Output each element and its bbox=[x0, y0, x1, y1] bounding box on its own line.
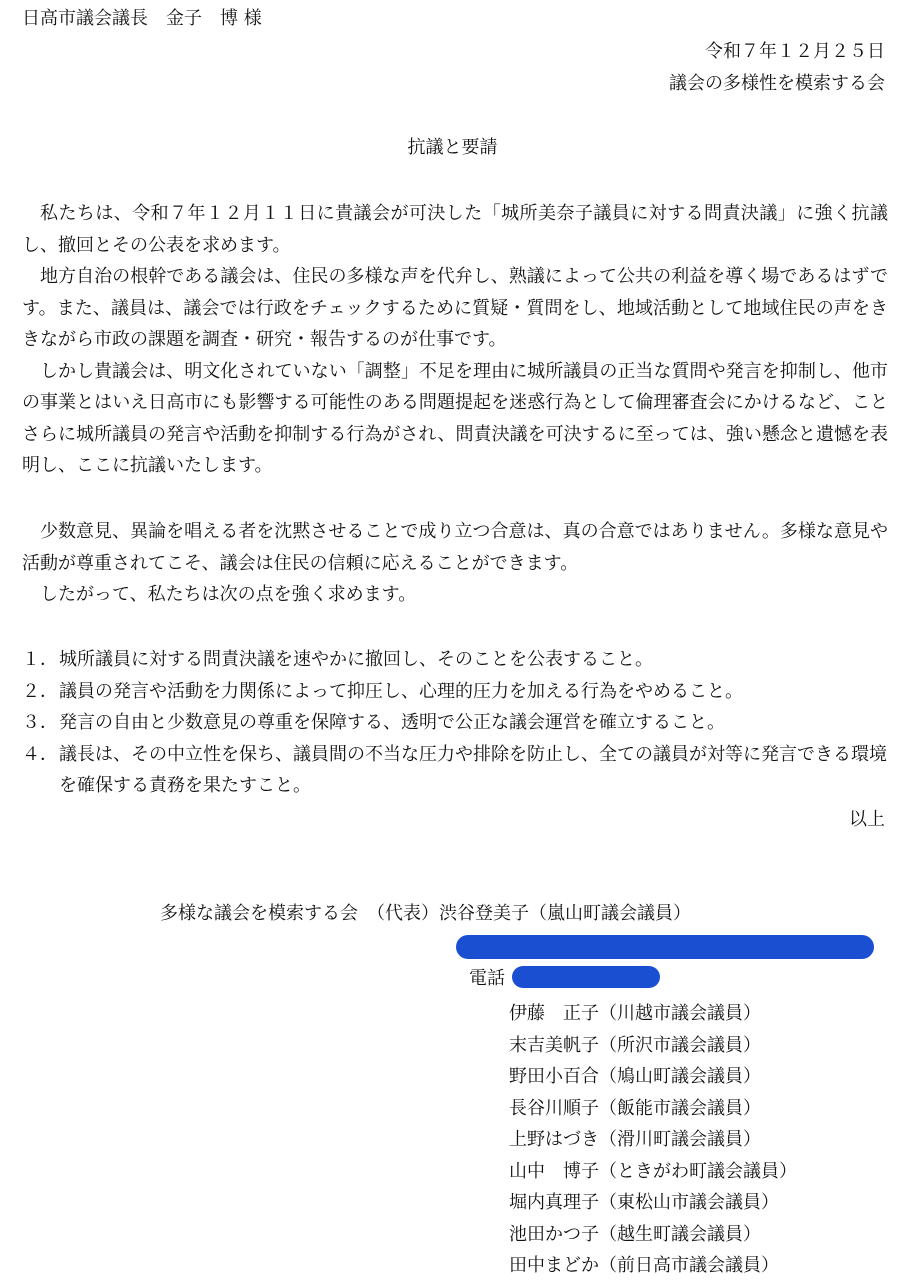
signatory: 山中 博子（ときがわ町議会議員） bbox=[509, 1160, 797, 1182]
signatory: 野田小百合（鳩山町議会議員） bbox=[509, 1066, 761, 1087]
phone-label: 電話 bbox=[469, 968, 505, 989]
list-text: 城所議員に対する問責決議を速やかに撤回し、そのことを公表すること。 bbox=[59, 649, 653, 670]
list-item bbox=[22, 644, 888, 676]
signatory: 堀内真理子（東松山市議会議員） bbox=[509, 1192, 779, 1213]
letter-date: 令和７年１２月２５日 bbox=[705, 41, 885, 62]
list-number: ４． bbox=[22, 743, 58, 765]
signatory: 上野はづき（滑川町議会議員） bbox=[509, 1129, 761, 1150]
body-paragraph: 私たちは、令和７年１２月１１日に貴議会が可決した「城所美奈子議員に対する問責決議」に強く抗議し、撤回とその公表を求めます。 bbox=[22, 203, 888, 256]
signatory: 池田かつ子（越生町議会議員） bbox=[509, 1223, 761, 1245]
redacted-address bbox=[456, 935, 874, 959]
list-text: 議長は、その中立性を保ち、議員間の不当な圧力や排除を防止し、全ての議員が対等に発言できる環境を確保する責務を果たすこと。 bbox=[59, 743, 887, 796]
list-number: １． bbox=[22, 649, 58, 670]
demands-list bbox=[22, 644, 888, 802]
body-paragraph: 少数意見、異論を唱える者を沈黙させることで成り立つ合意は、真の合意ではありません。多様な意見や活動が尊重されてこそ、議会は住民の信頼に応えることができます。 bbox=[22, 521, 888, 574]
list-item bbox=[22, 676, 888, 708]
sender-organization: 議会の多様性を模索する会 bbox=[669, 73, 885, 94]
body-paragraph: しかし貴議会は、明文化されていない「調整」不足を理由に城所議員の正当な質問や発言を抑制し、他市の事業とはいえ日高市にも影響する可能性のある問題提起を迷惑行為として倫理審査会にかけるなど、ことさらに城所議員の発言や活動を抑制する行為がされ、問責決議を可決するに至っては、強い懸念と遺憾を表明し、ここに抗議いたします。 bbox=[22, 360, 888, 476]
signatory: 伊藤 正子（川越市議会議員） bbox=[509, 1003, 761, 1024]
redacted-phone bbox=[512, 966, 660, 988]
list-item bbox=[22, 707, 888, 739]
body-paragraph: したがって、私たちは次の点を強く求めます。 bbox=[40, 584, 417, 605]
closing-mark: 以上 bbox=[849, 809, 885, 830]
body-section-2 bbox=[22, 516, 888, 611]
list-number: ３． bbox=[22, 712, 58, 733]
body-section-1 bbox=[22, 198, 888, 482]
list-number: ２． bbox=[22, 680, 58, 702]
addressee: 日高市議会議長 金子 博 様 bbox=[22, 8, 262, 29]
document-title: 抗議と要請 bbox=[407, 137, 498, 158]
list-text: 発言の自由と少数意見の尊重を保障する、透明で公正な議会運営を確立すること。 bbox=[59, 712, 725, 733]
list-item bbox=[22, 739, 888, 802]
signature-org-line: 多様な議会を模索する会 （代表）渋谷登美子（嵐山町議会議員） bbox=[160, 903, 691, 924]
signatory-list bbox=[509, 998, 797, 1282]
body-paragraph: 地方自治の根幹である議会は、住民の多様な声を代弁し、熟議によって公共の利益を導く場であるはずです。また、議員は、議会では行政をチェックするために質疑・質問をし、地域活動として地域住民の声をききながら市政の課題を調査・研究・報告するのが仕事です。 bbox=[22, 266, 888, 350]
signatory: 長谷川順子（飯能市議会議員） bbox=[509, 1097, 761, 1119]
list-text: 議員の発言や活動を力関係によって抑圧し、心理的圧力を加える行為をやめること。 bbox=[59, 680, 743, 702]
signatory: 末吉美帆子（所沢市議会議員） bbox=[509, 1034, 761, 1056]
signatory: 田中まどか（前日高市議会議員） bbox=[509, 1255, 779, 1276]
